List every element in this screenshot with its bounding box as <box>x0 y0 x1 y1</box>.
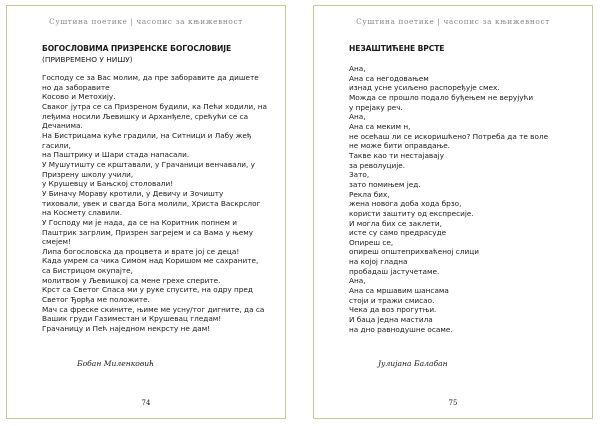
poem-line: тиховали, увек и свагда Бога молили, Христа Васкрслог <box>42 198 261 208</box>
poem-line: Мач са фреске скините, њиме ме усну/тог дигните, да са <box>42 304 265 314</box>
poem-line: на Паштрику и Шари стада напасали. <box>42 150 190 160</box>
poem-line: на Космету славили. <box>42 208 123 218</box>
poem-line: Сваког јутра се са Призреном будили, ка Пећи ходили, на <box>42 101 267 111</box>
poem-line: у Крушевцу и Бањској столовали! <box>42 179 174 189</box>
poem-line: изнад усне усиљено распоређује смех. <box>349 83 500 93</box>
poem-line: Зато, <box>349 170 370 180</box>
poem-line: на дно равнодушне осаме. <box>349 324 453 334</box>
poem-line: исте су само предрасуде <box>349 228 447 238</box>
poem-line: У Господу ми је нада, да се на Коритник попнем и <box>42 217 237 227</box>
poem-line: у прејаку реч. <box>349 102 403 112</box>
poem-line: Када умрем са чика Симом над Коришом ме сахраните, <box>42 256 259 266</box>
poem-line: Господу се за Вас молим, да пре заборавите да дишете <box>42 73 259 82</box>
poem-subtitle: (ПРИВРЕМЕНО У НИШУ) <box>42 55 133 64</box>
poem-line: Вашик груди Газиместан и Крушевац гледам! <box>42 314 222 324</box>
right-page <box>313 5 593 419</box>
poem-line: гасили, <box>42 140 71 150</box>
poem-line: Ана, <box>349 276 366 286</box>
poem-line: користи заштиту од експресије. <box>349 208 474 218</box>
poem-line: не може бити оправдање. <box>349 141 451 151</box>
poem-line: Дечанима. <box>42 121 83 131</box>
poem-body <box>349 64 585 334</box>
poem-line: Ана са мршавим шансама <box>349 286 449 296</box>
poem-line: Такве као ти нестајавају <box>349 150 445 160</box>
poem-title: НЕЗАШТИЋЕНЕ ВРСТЕ <box>349 44 445 53</box>
author-signature: Бобан Миленковић <box>77 359 155 368</box>
poem-line: смејем! <box>42 237 71 247</box>
poem-line: жена новога доба хода брзо, <box>349 199 462 209</box>
poem-title: БОГОСЛОВИМА ПРИЗРЕНСКЕ БОГОСЛОВИЈЕ <box>42 44 232 53</box>
poem-line: На Бистрицама куће градили, на Ситници и Лабу жеђ <box>42 130 252 140</box>
poem-line: Ана са меким н, <box>349 121 411 131</box>
poem-line: за револуције. <box>349 160 406 170</box>
poem-line: молитвом у Љевишкој са мене грехе сперите. <box>42 275 221 285</box>
poem-line: не осећаш ли се искоришћено? Потреба да те воле <box>349 131 549 141</box>
poem-line: на којој гладна <box>349 257 408 267</box>
poem-line: Липа богословска да процвета и врате јој се деца! <box>42 246 240 256</box>
poem-line: Косово и Метохију. <box>42 92 116 102</box>
poem-line: опиреш општеприхваћеној слици <box>349 247 479 257</box>
poem-body <box>42 73 278 334</box>
poem-line: Призрену школу учили, <box>42 169 134 179</box>
poem-line: И баца једна мастила <box>349 315 433 325</box>
poem-line: Паштрик загрлим, Призрен загрејем и са Вама у њему <box>42 227 254 237</box>
poem-line: Крст са Светог Спаса ми у руке спусите, на одру пред <box>42 285 253 295</box>
page-number: 75 <box>448 399 458 407</box>
poem-line: Ана, <box>349 112 366 122</box>
poem-line: У Биначу Мораву кротили, у Девичу и Зочишту <box>42 188 224 198</box>
left-page <box>6 5 286 419</box>
poem-line: Чека да воз прогутњи. <box>349 305 437 315</box>
poem-line: Грачаницу и Пећ наједном некрсту не дам! <box>42 324 211 334</box>
running-header: Суштина поетике | часопис за књижевност <box>356 17 550 26</box>
poem-line: У Мушутишту се крштавали, у Грачаници венчавали, у <box>42 159 256 169</box>
poem-line: пробадаш јастучетаме. <box>349 266 440 276</box>
poem-line: зато помињем јед. <box>349 179 421 189</box>
poem-line: Опиреш се, <box>349 237 394 247</box>
page-number: 74 <box>141 399 151 407</box>
poem-line: стоји и тражи смисао. <box>349 295 435 305</box>
poem-line: Рекла бих, <box>349 189 390 199</box>
poem-line: Светог Ђорђа ме положите. <box>42 295 150 305</box>
running-header: Суштина поетике | часопис за књижевност <box>49 17 243 26</box>
poem-line: Ана са негодовањем <box>349 73 429 83</box>
poem-line: но да заборавите <box>42 82 110 92</box>
poem-line: леђима носили Љевишку и Арханђеле, срећући се са <box>42 111 249 121</box>
poem-line: И могла бих се заклети, <box>349 218 442 228</box>
author-signature: Јулијана Балабан <box>378 359 448 368</box>
poem-line: Можда се прошло подало буђењем не верујући <box>349 92 534 102</box>
poem-line: са Бистрицом окупајте, <box>42 266 133 276</box>
poem-line: Ана, <box>349 64 366 73</box>
